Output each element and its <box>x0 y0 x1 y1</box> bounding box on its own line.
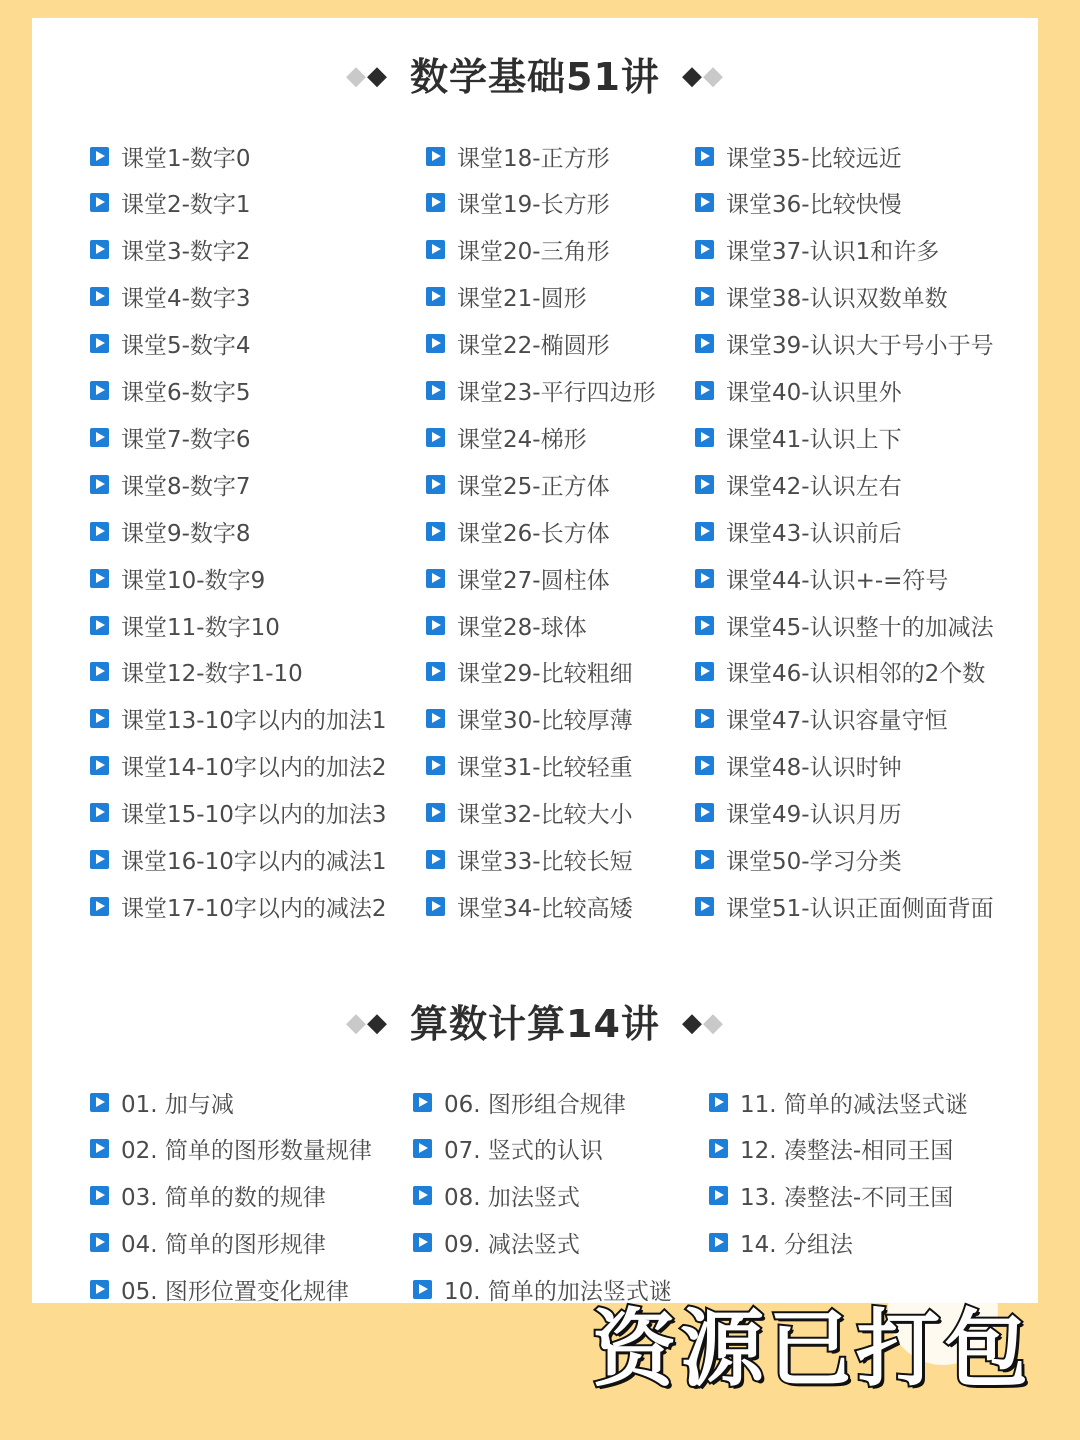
overlay-stamp-text: 资源已打包 <box>592 1300 1033 1398</box>
play-icon <box>90 193 109 212</box>
play-icon <box>90 1280 109 1299</box>
play-icon <box>426 522 445 541</box>
lesson-item[interactable] <box>90 281 251 313</box>
lesson-label: 课堂24-梯形 <box>457 426 587 453</box>
play-icon <box>426 334 445 353</box>
lesson-label: 课堂34-比较高矮 <box>457 895 633 922</box>
lesson-item[interactable] <box>426 890 633 922</box>
play-icon <box>695 756 714 775</box>
lesson-item[interactable] <box>695 890 994 922</box>
play-icon <box>695 147 714 166</box>
lesson-item[interactable] <box>695 562 948 594</box>
lesson-label: 课堂21-圆形 <box>457 286 587 313</box>
lesson-item[interactable] <box>90 703 386 735</box>
lesson-label: 课堂5-数字4 <box>121 333 251 360</box>
play-icon <box>695 616 714 635</box>
lesson-label: 课堂36-比较快慢 <box>726 192 902 219</box>
lesson-item[interactable] <box>426 421 587 453</box>
lesson-item[interactable] <box>90 844 386 876</box>
lesson-item[interactable] <box>90 468 251 500</box>
lesson-item[interactable] <box>90 1133 372 1165</box>
lesson-item[interactable] <box>90 797 386 829</box>
lesson-item[interactable] <box>426 609 587 641</box>
lesson-item[interactable] <box>90 1180 326 1212</box>
lesson-item[interactable] <box>426 703 633 735</box>
lesson-item[interactable] <box>695 515 902 547</box>
lesson-label: 10. 简单的加法竖式谜 <box>444 1279 672 1303</box>
lesson-label: 课堂12-数字1-10 <box>121 661 303 688</box>
lesson-item[interactable] <box>695 609 994 641</box>
play-icon <box>90 334 109 353</box>
play-icon <box>90 240 109 259</box>
lesson-item[interactable] <box>695 703 948 735</box>
lesson-item[interactable] <box>90 890 386 922</box>
lesson-label: 课堂23-平行四边形 <box>457 380 656 406</box>
play-icon <box>413 1280 432 1299</box>
play-icon <box>426 475 445 494</box>
content-card <box>32 18 1038 1303</box>
lesson-label: 课堂37-认识1和许多 <box>726 239 940 266</box>
lesson-label: 课堂42-认识左右 <box>726 473 902 500</box>
lesson-item[interactable] <box>90 750 386 782</box>
lesson-label: 课堂25-正方体 <box>457 473 610 500</box>
lesson-item[interactable] <box>90 187 251 219</box>
lesson-label: 06. 图形组合规律 <box>444 1091 626 1118</box>
diamond-icon: ◆◆ <box>346 61 389 91</box>
play-icon <box>695 428 714 447</box>
lesson-item[interactable] <box>90 328 251 360</box>
play-icon <box>426 569 445 588</box>
play-icon <box>413 1186 432 1205</box>
lesson-item[interactable] <box>90 1086 234 1118</box>
lesson-item[interactable] <box>413 1086 626 1118</box>
play-icon <box>90 662 109 681</box>
play-icon <box>709 1186 728 1205</box>
play-icon <box>413 1139 432 1158</box>
lesson-item[interactable] <box>709 1086 968 1118</box>
lesson-item[interactable] <box>426 187 610 219</box>
lesson-item[interactable] <box>413 1133 603 1165</box>
play-icon <box>90 475 109 494</box>
lesson-label: 课堂44-认识+-=符号 <box>726 567 949 594</box>
lesson-label: 课堂6-数字5 <box>121 380 251 406</box>
play-icon <box>90 522 109 541</box>
lesson-item[interactable] <box>90 140 251 172</box>
lesson-item[interactable] <box>426 515 610 547</box>
lesson-label: 课堂13-10字以内的加法1 <box>121 708 387 735</box>
play-icon <box>413 1233 432 1252</box>
lesson-label: 课堂40-认识里外 <box>726 380 902 406</box>
lesson-label: 课堂30-比较厚薄 <box>457 708 633 735</box>
lesson-item[interactable] <box>90 656 303 688</box>
lesson-label: 13. 凑整法-不同王国 <box>740 1185 954 1212</box>
play-icon <box>695 662 714 681</box>
lesson-label: 课堂17-10字以内的减法2 <box>121 895 387 922</box>
play-icon <box>90 1233 109 1252</box>
lesson-item[interactable] <box>695 234 939 266</box>
play-icon <box>90 1093 109 1112</box>
lesson-item[interactable] <box>695 656 985 688</box>
play-icon <box>426 147 445 166</box>
play-icon <box>695 287 714 306</box>
play-icon <box>426 428 445 447</box>
lesson-item[interactable] <box>90 515 251 547</box>
play-icon <box>90 616 109 635</box>
lesson-item[interactable] <box>426 281 587 313</box>
play-icon <box>695 475 714 494</box>
lesson-label: 课堂11-数字10 <box>121 614 280 641</box>
play-icon <box>695 709 714 728</box>
lesson-item[interactable] <box>426 656 633 688</box>
lesson-item[interactable] <box>426 797 633 829</box>
lesson-item[interactable] <box>426 562 610 594</box>
lesson-item[interactable] <box>695 468 902 500</box>
lesson-label: 03. 简单的数的规律 <box>121 1185 326 1212</box>
lesson-label: 课堂49-认识月历 <box>726 802 902 829</box>
play-icon <box>695 381 714 400</box>
play-icon <box>426 240 445 259</box>
lesson-label: 01. 加与减 <box>121 1091 234 1118</box>
play-icon <box>426 662 445 681</box>
play-icon <box>90 287 109 306</box>
lesson-item[interactable] <box>413 1227 580 1259</box>
lesson-label: 课堂33-比较长短 <box>457 849 633 875</box>
lesson-item[interactable] <box>709 1180 953 1212</box>
lesson-label: 课堂18-正方形 <box>457 145 610 172</box>
lesson-label: 04. 简单的图形规律 <box>121 1232 326 1259</box>
lesson-label: 课堂47-认识容量守恒 <box>726 708 948 735</box>
lesson-label: 课堂32-比较大小 <box>457 802 633 829</box>
lesson-label: 课堂20-三角形 <box>457 239 610 266</box>
lesson-label: 09. 减法竖式 <box>444 1232 580 1259</box>
lesson-item[interactable] <box>426 750 633 782</box>
lesson-label: 课堂26-长方体 <box>457 520 610 547</box>
section-title-basics: ◆◆ 数学基础51讲 ◆◆ <box>346 55 724 99</box>
play-icon <box>426 803 445 822</box>
lesson-label: 课堂1-数字0 <box>121 145 251 172</box>
lesson-item[interactable] <box>90 609 280 641</box>
lesson-item[interactable] <box>90 421 251 453</box>
lesson-label: 课堂45-认识整十的加减法 <box>726 614 994 641</box>
lesson-label: 课堂27-圆柱体 <box>457 567 610 594</box>
lesson-label: 课堂28-球体 <box>457 614 587 641</box>
play-icon <box>695 569 714 588</box>
lesson-label: 课堂22-椭圆形 <box>457 333 610 360</box>
lesson-label: 课堂8-数字7 <box>121 473 251 500</box>
lesson-item[interactable] <box>695 328 994 360</box>
lesson-item[interactable] <box>426 844 633 876</box>
lesson-item[interactable] <box>426 468 610 500</box>
lesson-item[interactable] <box>90 1227 326 1259</box>
play-icon <box>90 1139 109 1158</box>
lesson-item[interactable] <box>695 797 902 829</box>
lesson-item[interactable] <box>90 1274 349 1303</box>
play-icon <box>426 897 445 916</box>
play-icon <box>90 1186 109 1205</box>
lesson-label: 课堂50-学习分类 <box>726 849 902 875</box>
play-icon <box>695 850 714 869</box>
lesson-item[interactable] <box>426 375 656 407</box>
play-icon <box>709 1093 728 1112</box>
lesson-label: 课堂3-数字2 <box>121 239 251 266</box>
lesson-label: 课堂9-数字8 <box>121 520 251 547</box>
diamond-icon: ◆◆ <box>681 1008 724 1038</box>
lesson-label: 14. 分组法 <box>740 1232 853 1259</box>
play-icon <box>426 850 445 869</box>
lesson-item[interactable] <box>426 234 610 266</box>
play-icon <box>90 381 109 400</box>
lesson-label: 11. 简单的减法竖式谜 <box>740 1091 968 1118</box>
play-icon <box>695 522 714 541</box>
lesson-item[interactable] <box>695 421 902 453</box>
lesson-item[interactable] <box>695 375 902 407</box>
lesson-item[interactable] <box>695 750 902 782</box>
lesson-item[interactable] <box>695 140 902 172</box>
lesson-label: 课堂7-数字6 <box>121 426 251 453</box>
lesson-label: 课堂38-认识双数单数 <box>726 286 948 313</box>
play-icon <box>426 287 445 306</box>
lesson-item[interactable] <box>413 1180 580 1212</box>
lesson-label: 课堂31-比较轻重 <box>457 755 633 782</box>
play-icon <box>426 193 445 212</box>
lesson-item[interactable] <box>90 562 265 594</box>
lesson-item[interactable] <box>90 375 251 407</box>
lesson-label: 课堂29-比较粗细 <box>457 661 633 688</box>
lesson-label: 课堂46-认识相邻的2个数 <box>726 661 986 688</box>
lesson-label: 课堂39-认识大于号小于号 <box>726 333 994 360</box>
lesson-item[interactable] <box>695 844 902 876</box>
lesson-label: 05. 图形位置变化规律 <box>121 1279 349 1303</box>
section-title-arithmetic: ◆◆ 算数计算14讲 ◆◆ <box>346 1002 724 1046</box>
diamond-icon: ◆◆ <box>681 61 724 91</box>
play-icon <box>90 897 109 916</box>
play-icon <box>90 803 109 822</box>
play-icon <box>695 897 714 916</box>
lesson-label: 08. 加法竖式 <box>444 1185 580 1212</box>
play-icon <box>426 616 445 635</box>
lesson-item[interactable] <box>426 140 610 172</box>
play-icon <box>426 709 445 728</box>
play-icon <box>90 850 109 869</box>
play-icon <box>426 756 445 775</box>
lesson-label: 课堂43-认识前后 <box>726 520 902 547</box>
play-icon <box>709 1233 728 1252</box>
lesson-item[interactable] <box>90 234 251 266</box>
lesson-label: 课堂15-10字以内的加法3 <box>121 802 387 829</box>
lesson-item[interactable] <box>695 281 948 313</box>
play-icon <box>426 381 445 400</box>
play-icon <box>90 709 109 728</box>
play-icon <box>695 803 714 822</box>
lesson-label: 课堂48-认识时钟 <box>726 755 902 782</box>
lesson-item[interactable] <box>426 328 610 360</box>
lesson-label: 课堂35-比较远近 <box>726 145 902 172</box>
lesson-label: 课堂16-10字以内的减法1 <box>121 849 387 875</box>
lesson-item[interactable] <box>695 187 902 219</box>
lesson-label: 02. 简单的图形数量规律 <box>121 1138 372 1165</box>
lesson-label: 课堂2-数字1 <box>121 192 251 219</box>
play-icon <box>695 193 714 212</box>
play-icon <box>695 240 714 259</box>
lesson-label: 课堂4-数字3 <box>121 286 251 313</box>
lesson-label: 课堂14-10字以内的加法2 <box>121 755 387 782</box>
play-icon <box>709 1139 728 1158</box>
play-icon <box>90 428 109 447</box>
lesson-label: 课堂41-认识上下 <box>726 426 902 453</box>
play-icon <box>695 334 714 353</box>
lesson-label: 课堂19-长方形 <box>457 192 610 219</box>
play-icon <box>90 147 109 166</box>
diamond-icon: ◆◆ <box>346 1008 389 1038</box>
lesson-label: 12. 凑整法-相同王国 <box>740 1138 954 1165</box>
lesson-label: 课堂10-数字9 <box>121 567 266 594</box>
play-icon <box>90 756 109 775</box>
play-icon <box>413 1093 432 1112</box>
lesson-item[interactable] <box>709 1227 853 1259</box>
lesson-item[interactable] <box>709 1133 953 1165</box>
lesson-label: 课堂51-认识正面侧面背面 <box>726 895 994 922</box>
lesson-label: 07. 竖式的认识 <box>444 1138 603 1165</box>
play-icon <box>90 569 109 588</box>
